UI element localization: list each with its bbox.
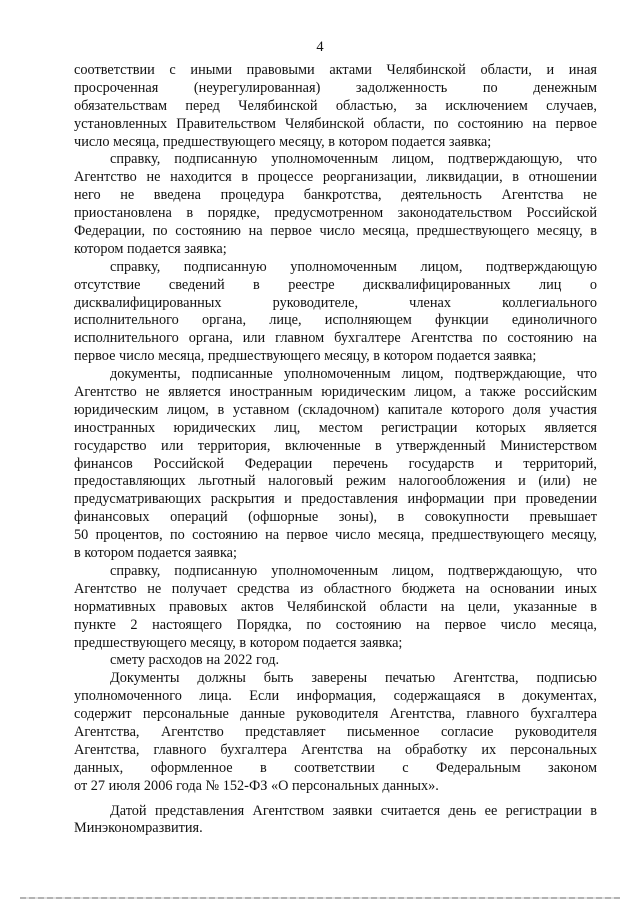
text-line: число месяца, предшествующего месяцу, в котором подается заявка; bbox=[74, 133, 492, 150]
text-line: финансов Российской Федерации перечень государств и территорий, bbox=[74, 455, 597, 472]
page-bottom-edge bbox=[20, 897, 620, 899]
text-line: предоставляющих льготный налоговый режим налогообложения и (или) не bbox=[74, 473, 597, 490]
text-line: Агентство не является иностранным юридическим лицом, а также российским bbox=[74, 384, 597, 401]
page-number: 4 bbox=[316, 39, 324, 55]
text-line: Агентство не находится в процессе реорганизации, ликвидации, в отношении bbox=[74, 169, 597, 186]
text-line: Агентства, главного бухгалтера Агентства на обработку их персональных bbox=[74, 741, 597, 758]
text-line: в котором подается заявка; bbox=[74, 545, 237, 562]
text-line: исполнительного органа, лице, исполняющем функции единоличного bbox=[74, 312, 597, 329]
text-line: документы, подписанные уполномоченным лицом, подтверждающие, что bbox=[110, 366, 597, 383]
text-line: содержит персональные данные руководителя Агентства, главного бухгалтера bbox=[74, 706, 597, 723]
body-text bbox=[74, 62, 597, 838]
text-line: предусматривающих раскрытия и предоставления информации при проведении bbox=[74, 491, 597, 508]
text-line: Минэкономразвития. bbox=[74, 820, 203, 837]
text-line: финансовых операций (офшорные зоны), в совокупности превышает bbox=[74, 509, 597, 526]
text-line: Агентство не получает средства из областного бюджета на основании иных bbox=[74, 580, 597, 597]
text-line: от 27 июля 2006 года № 152-ФЗ «О персональных данных». bbox=[74, 777, 439, 794]
text-line: Документы должны быть заверены печатью Агентства, подписью bbox=[110, 670, 597, 687]
text-line: Федерации, по состоянию на первое число месяца, предшествующего месяцу, в bbox=[74, 223, 597, 240]
text-line: дисквалифицированных руководителе, членах коллегиального bbox=[74, 294, 597, 311]
text-line: пункте 2 настоящего Порядка, по состоянию на первое число месяца, bbox=[74, 616, 597, 633]
text-line: просроченная (неурегулированная) задолженность по денежным bbox=[74, 79, 597, 96]
text-line: него не введена процедура банкротства, деятельность Агентства не bbox=[74, 187, 597, 204]
text-line: установленных Правительством Челябинской области, по состоянию на первое bbox=[74, 115, 597, 132]
text-line: предшествующего месяцу, в котором подается заявка; bbox=[74, 634, 403, 651]
text-line: исполнительного органа, или главном бухгалтере Агентства по состоянию на bbox=[74, 330, 597, 347]
text-line: отсутствие сведений в реестре дисквалифицированных лиц о bbox=[74, 276, 597, 293]
text-line: 50 процентов, по состоянию на первое число месяца, предшествующего месяцу, bbox=[74, 527, 597, 544]
text-line: уполномоченного лица. Если информация, содержащаяся в документах, bbox=[74, 688, 597, 705]
text-line: справку, подписанную уполномоченным лицом, подтверждающую, что bbox=[110, 562, 597, 579]
text-line: юридическим лицом, в уставном (складочном) капитале которого доля участия bbox=[74, 401, 597, 418]
text-line: иностранных юридических лиц, местом регистрации которых является bbox=[74, 419, 597, 436]
text-line: данных, оформленное в соответствии с Федеральным законом bbox=[74, 759, 597, 776]
text-line: котором подается заявка; bbox=[74, 240, 227, 257]
text-line: приостановлена в порядке, предусмотренном законодательством Российской bbox=[74, 205, 597, 222]
text-line: соответствии с иными правовыми актами Челябинской области, и иная bbox=[74, 62, 597, 78]
text-line: государство или территория, включенные в утвержденный Министерством bbox=[74, 437, 597, 454]
text-line: Агентства, Агентство представляет письменное согласие руководителя bbox=[74, 723, 597, 740]
text-line: нормативных правовых актов Челябинской области на цели, указанные в bbox=[74, 598, 597, 615]
text-line: справку, подписанную уполномоченным лицом, подтверждающую, что bbox=[110, 151, 597, 168]
text-line: справку, подписанную уполномоченным лицом, подтверждающую bbox=[110, 258, 597, 275]
text-line: первое число месяца, предшествующего месяцу, в котором подается заявка; bbox=[74, 348, 537, 365]
text-line: Датой представления Агентством заявки считается день ее регистрации в bbox=[110, 802, 597, 819]
text-line: смету расходов на 2022 год. bbox=[110, 652, 280, 669]
text-line: обязательствам перед Челябинской областью, за исключением случаев, bbox=[74, 97, 597, 114]
